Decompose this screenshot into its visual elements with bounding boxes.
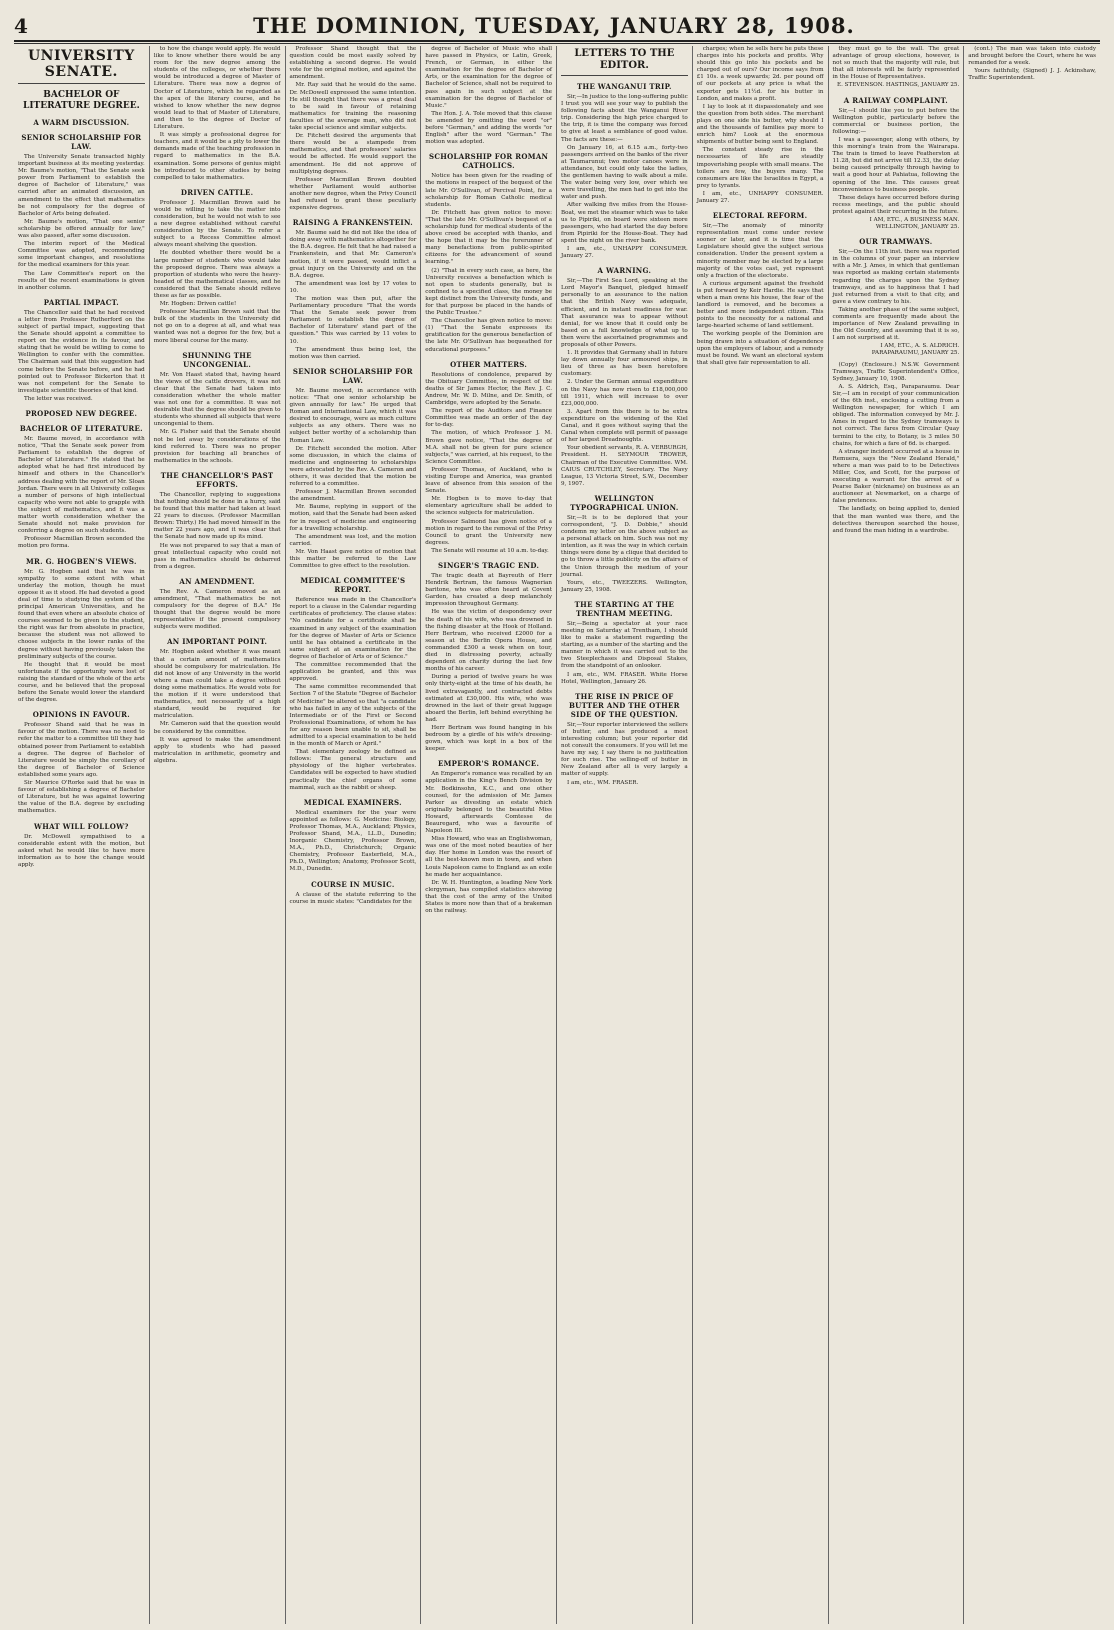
paragraph: The amendment thus being lost, the motion was then carried. — [289, 346, 417, 360]
paragraph: Professor Shand thought that the question could be most easily solved by establishing a second degree. He would vote for the original motion, and against the amendment. — [289, 46, 417, 81]
paragraph: Mr. Baume moved, in accordance with notice: "That one senior scholarship be given annually for law." He urged that Roman and International Law, which it was desired to encourage, were as much culture subjects as any others. There was no subject better worthy of a scholarship than Roman Law. — [289, 387, 417, 444]
masthead-rule — [14, 43, 1100, 44]
paragraph: Mr. Hogben asked whether it was meant that a certain amount of mathematics should be compulsory for matriculation. He did not know of any University in the world where a man could take a degree without doing some mathematics. He would vote for the motion if it were understood that mathematics, not necessarily of a high standard, would be required for matriculation. — [153, 649, 281, 720]
subheading: ELECTORAL REFORM. — [712, 211, 808, 221]
paragraph: The Chancellor said that he had received a letter from Professor Rutherford on the subject of partial impact, suggesting that the Senate should appoint a committee to report on the evidence in its favour, and stating that he would be willing to come to Wellington to confer with the committee. The Chairman said that this suggestion had come before the Senate before, and he had pointed out to Professor Bickerton that it was not competent for the Senate to investigate scientific theories of that kind. — [18, 309, 145, 394]
paragraph: Miss Howard, who was an Englishwoman, was one of the most noted beauties of her day. Her home in London was the resort of all the best-known men in town, and when Louis Napoleon came to England as an exile he made her acquaintance. — [425, 836, 552, 878]
paragraph: Mr. G. Hogben said that he was in sympathy to some extent with what underlay the motion, though he must oppose it as it stood. He had devoted a good deal of time to studying the system of the principal American Universities, and he found that even where an absolute choice of courses seemed to be given to the student, the right was far from absolute in practice, because the student was not allowed to choose subjects in the lower ranks of the degree without having previously taken the preliminary subjects of the course. — [18, 568, 145, 660]
column-1 — [14, 46, 150, 1624]
paragraph: I lay to look at it dispassionately and see the question from both sides. The merchant plays on one side his butter, why should I and the thousands of families pay more to enrich him? Look at the enormous shipments of butter being sent to England. — [696, 103, 824, 146]
paragraph: The motion, of which Professor J. M. Brown gave notice, "That the degree of M.A. shall not be given for pure science subjects," was carried, at his request, to the Science Committee. — [425, 430, 552, 465]
paragraph: That elementary zoology be defined as follows: The general structure and physiology of the higher vertebrates. Candidates will be expected to have studied practically the chief organs of some mammal, such as the rabbit or sheep. — [289, 749, 417, 791]
paragraph: 3. Apart from this there is to be extra expenditure on the widening of the Kiel Canal, and it goes without saying that the Canal when complete will permit of passage of her largest Dreadnoughts. — [561, 408, 688, 444]
headline: LETTERS TO THE EDITOR. — [561, 48, 688, 76]
paragraph: Your obedient servants, R. A. VERBURGH, President. H. SEYMOUR TROWER, Chairman of the Executive Committee. WM. CAIUS CRUTCHLEY, Secretary. The Navy League, 13 Victoria Street, S.W., December 9, 1907. — [561, 445, 688, 487]
subheading: A WARNING. — [597, 266, 652, 276]
headline: UNIVERSITY SENATE. — [18, 48, 145, 84]
newspaper-title: THE DOMINION, TUESDAY, JANUARY 28, 1908. — [253, 13, 855, 38]
paragraph: Mr. G. Fisher said that the Senate should not be led away by considerations of the kind referred to. There was no proper provision for teaching all branches of mathematics in the schools. — [153, 429, 281, 464]
paragraph: On January 16, at 6.15 a.m., forty-two passengers arrived on the banks of the river at Taumarunui; two motor canoes were in attendance, but could only take the ladies, the gentlemen having to walk about a mile. The water being very low, over which we were travelling, the men had to get into the water and push. — [561, 144, 688, 201]
paragraph: A curious argument against the freehold is put forward by Keir Hardie. He says that when a man owns his house, the fear of the landlord is removed, and he becomes a better and more independent citizen. This points to the necessity for a national and large-hearted scheme of land settlement. — [696, 280, 824, 330]
subheading: SHUNNING THE UNCONGENIAL. — [182, 350, 252, 369]
paragraph: Sir,—In justice to the long-suffering public I trust you will see your way to publish the following facts about the Wanganui River trip. Considering the high price charged to the trip, it is time the company was forced to give at least a semblance of good value. The facts are these:— — [561, 94, 688, 143]
paragraph: The amendment was lost, and the motion carried. — [289, 533, 417, 547]
subheading: AN AMENDMENT. — [179, 576, 255, 586]
paragraph: degree of Bachelor of Music who shall have passed in Physics, or Latin, Greek, French, or German, in either the examination for the degree of Bachelor of Arts, or the examination for the degree of Bachelor of Science, shall not be required to pass again in such subject at the examination for the degree of Bachelor of Music." — [425, 46, 552, 109]
signature-line: E. STEVENSON. HASTINGS, JANUARY 25. — [837, 82, 960, 89]
column-4 — [421, 46, 557, 1624]
paragraph: Mr. Baume, replying in support of the motion, said that the Senate had been asked for in respect of medicine and engineering for a travelling scholarship. — [289, 504, 417, 532]
subheading: THE RISE IN PRICE OF BUTTER AND THE OTHER SIDE OF THE QUESTION. — [568, 691, 680, 719]
paragraph: Professor J. Macmillan Brown said he would be willing to take the matter into consideration, but he would not wish to see a new degree established without careful consideration by the Senate. To refer a subject to a Recess Committee almost always meant shelving the question. — [153, 199, 281, 249]
paragraph: Professor Macmillan Brown seconded the motion pro forma. — [18, 536, 145, 550]
paragraph: Mr. Baume said he did not like the idea of doing away with mathematics altogether for the B.A. degree. He felt that he had raised a Frankenstein, and that Mr. Cameron's motion, if it were passed, would inflict a great injury on the University and on the B.A. degree. — [289, 230, 417, 279]
paragraph: A. S. Aldrich, Esq., Paraparaumu. Dear Sir,—I am in receipt of your communication of the 6th inst., enclosing a cutting from a Wellington newspaper, for which I am obliged. The information conveyed by Mr. J. Ames in regard to the Sydney tramways is not correct. The fares from Circular Quay termini to the city, to Botany, is 3 miles 50 chains, for which a fare of 6d. is charged. — [832, 383, 960, 447]
subheading: MEDICAL EXAMINERS. — [303, 797, 402, 807]
paragraph: Medical examiners for the year were appointed as follows: G. Medicine: Biology, Professor Thomas, M.A., Auckland; Physics, Professor Shand, M.A., LL.D., Dunedin; Inorganic Chemistry, Professor Brown, M.A., Ph.D., Christchurch; Organic Chemistry, Professor Easterfield, M.A., Ph.D., Wellington; Anatomy, Professor Scott, M.D., Dunedin. — [289, 809, 417, 873]
paragraph: After walking five miles from the House-Boat, we met the steamer which was to take us to Pipiriki, on board were sixteen more passengers, who had started the day before from Pipiriki for the House-Boat. They had spent the night on the river bank. — [561, 202, 688, 244]
subheading: THE CHANCELLOR'S PAST EFFORTS. — [160, 470, 274, 489]
column-6 — [693, 46, 829, 1624]
paragraph: they must go to the wall. The great advantage of group elections, however, is not so much that the majority will rule, but that all interests will be fairly represented in the House of Representatives. — [832, 46, 960, 81]
paragraph: I am, etc., UNHAPPY CONSUMER. January 27. — [696, 190, 824, 204]
subheading: DRIVEN CATTLE. — [180, 187, 254, 197]
paragraph: He doubted whether there would be a large number of students who would take the proposed degree. There was always a proportion of students who were the heavy-headed of the mathematical classes, and he considered that the Senate should relieve these as far as possible. — [153, 250, 281, 299]
subheading: MR. G. HOGBEN'S VIEWS. — [25, 556, 137, 566]
paragraph: The Rev. A. Cameron moved as an amendment, "That mathematics be not compulsory for the degree of B.A." He thought that the degree would be more representative if the present compulsory subjects were modified. — [153, 588, 281, 631]
paragraph: It was agreed to make the amendment apply to students who had passed matriculation in arithmetic, geometry and algebra. — [153, 736, 281, 764]
paragraph: to how the change would apply. He would like to know whether there would be any room for the new degree among the students of the colleges, or whether there would be introduced a degree of Master of Literature. There was now a degree of Doctor of Literature, which he regarded as the apex of the literary course, and he wished to know whether the new degree would lead to that of Master of Literature, and then to the degree of Doctor of Literature. — [153, 46, 281, 131]
paragraph: I was a passenger, along with others, by this morning's train from the Wairarapa. The train is timed to leave Featherston at 11.28, but did not arrive till 12.33, the delay being caused principally through having to wait a good hour at Pahiatua, following the opening of the line. This causes great inconvenience to business people. — [832, 136, 960, 193]
masthead — [14, 8, 1100, 42]
paragraph: Notice has been given for the reading of the motions in respect of the bequest of the late Mr. O'Sullivan, of Percival Point, for a scholarship for Roman Catholic medical students. — [425, 173, 552, 208]
paragraph: An Emperor's romance was recalled by an application in the King's Bench Division by Mr. Bodkinsohn, K.C., and one other counsel, for the admission of Mr. James Parker as divesting an estate which originally belonged to the beautiful Miss Howard, afterwards Comtesse de Beauregard, who was a favourite of Napoleon III. — [425, 771, 552, 835]
paragraph: Professor Macmillan Brown doubted whether Parliament would authorise another new degree, when the Privy Council had refused to grant these peculiarly expensive degrees. — [289, 176, 417, 212]
paragraph: Dr. Fitchett desired the arguments that there would be a stampede from mathematics, and that professors' salaries would be affected. He would support the amendment. He did not approve of multiplying degrees. — [289, 133, 417, 175]
subheading: THE WANGANUI TRIP. — [577, 82, 672, 91]
paragraph: The amendment was lost by 17 votes to 10. — [289, 280, 417, 294]
paragraph: The motion was then put, after the Parliamentary procedure "That the words 'That the Senate seek power from Parliament to establish the degree of Bachelor of Literature' stand part of the question." This was carried by 11 votes to 10. — [289, 296, 417, 345]
paragraph: Dr. McDowell sympathised to a considerable extent with the motion, but asked what he would like to have more information as to how the change would apply. — [18, 833, 145, 868]
column-2 — [150, 46, 286, 1624]
subheading: THE STARTING AT THE TRENTHAM MEETING. — [574, 599, 675, 618]
paragraph: Mr. Von Haast gave notice of motion that this matter be referred to the Law Committee to give effect to the resolution. — [289, 548, 417, 570]
subheading: A WARM DISCUSSION. — [33, 118, 130, 127]
subheading: SCHOLARSHIP FOR ROMAN CATHOLICS. — [428, 152, 549, 171]
subheading: SENIOR SCHOLARSHIP FOR LAW. — [21, 133, 142, 151]
paragraph: Professor Thomas, of Auckland, who is visiting Europe and America, was granted leave of absence from this session of the Senate. — [425, 466, 552, 495]
paragraph: The letter was received. — [24, 395, 93, 402]
column-5 — [557, 46, 693, 1624]
paragraph: Dr. Fitchett seconded the motion. After some discussion, in which the claims of medicine and engineering to scholarships were advocated by the Rev. A. Cameron and others, it was decided that the motion be referred to a committee. — [289, 445, 417, 488]
paragraph: He was the victim of despondency over the death of his wife, who was drowned in the fishing disaster at the Hook of Holland. Herr Bertram, who received £2000 for a season at the Berlin Opera House, and commanded £300 a week when on tour, died in distressing poverty, actually dependent on charity during the last few months of his career. — [425, 609, 552, 673]
subheading: OUR TRAMWAYS. — [859, 237, 933, 247]
paragraph: Dr. Fitchett has given notice to move: "That the late Mr. O'Sullivan's bequest of a scholarship fund for medical students of the above creed be accepted with thanks, and the hope that it may be the forerunner of many benefactions from public-spirited citizens for the advancement of sound learning." — [425, 209, 552, 266]
paragraph: A clause of the statute referring to the course in music states: "Candidates for the — [289, 891, 417, 905]
subheading: EMPEROR'S ROMANCE. — [437, 759, 540, 769]
paragraph: The Chancellor, replying to suggestions that nothing should be done in a hurry, said he found that this matter had taken at least 22 years to discuss. (Professor Macmillan Brown: Thirty.) He had moved himself in the matter 22 years ago, and it was clear that the Senate had now made up its mind. — [153, 491, 281, 541]
paragraph: Reference was made in the Chancellor's report to a clause in the Calendar regarding certificates of proficiency. The clause states: "No candidate for a certificate shall be examined in any subject of the examination for the degree of Master of Arts or Science until he has obtained a certificate in the same subject at an examination for the degree of Bachelor of Arts or of Science." — [289, 597, 417, 660]
paragraph: (2) "That in every such case, as here, the University receives a benefaction which is not open to students generally, but is confined to a specified class, the money be kept distinct from the University funds, and for that purpose be placed in the hands of the Public Trustee." — [425, 267, 552, 317]
paragraph: Mr. Baume's motion, "That one senior scholarship be offered annually for law," was also passed, after some discussion. — [18, 218, 145, 240]
paragraph: The constant steady rise in the necessaries of life are steadily impoverishing people with small means. The toilers are few, the buyers many. The consumers are like the Israelites in Egypt, a prey to tyrants. — [696, 147, 824, 189]
paragraph: Professor J. Macmillan Brown seconded the amendment. — [289, 489, 417, 503]
paragraph: Sir,—I should like you to put before the Wellington public, particularly before the commercial or business portion, the following:— — [832, 107, 960, 135]
headline: BACHELOR OF LITERATURE DEGREE. — [22, 90, 140, 111]
column-3 — [286, 46, 422, 1624]
subheading: A RAILWAY COMPLAINT. — [843, 95, 948, 105]
subheading: WELLINGTON TYPOGRAPHICAL UNION. — [570, 493, 679, 512]
paragraph: The same committee recommended that Section 7 of the Statute "Degree of Bachelor of Medicine" be altered so that "a candidate who has failed in any of the subjects of the Intermediate or of the First or Second Professional Examinations, of whom he has for any reason been unable to sit, shall be admitted to a special examination to be held in the month of March or April." — [289, 684, 417, 748]
paragraph: Mr. Cameron said that the question would be considered by the committee. — [153, 721, 281, 735]
paragraph: Sir,—The anomaly of minority representation must come under review sooner or later, and it is time that the Legislature should give the subject serious consideration. Under the present system a minority member may be elected by a large majority of the votes cast, yet represent only a fraction of the electorate. — [696, 223, 824, 279]
subheading: WHAT WILL FOLLOW? — [34, 821, 129, 831]
paragraph: The Chancellor has given notice to move: (1) "That the Senate expresses its gratification for the generous benefaction of the late Mr. O'Sullivan has bequeathed for educational purposes." — [425, 318, 552, 353]
paragraph: Professor Macmillan Brown said that the bulk of the students in the University did not go on to a degree at all, and what was wanted was not a degree for the few, but a more liberal course for the many. — [153, 309, 281, 344]
paragraph: During a period of twelve years he was only thirty-eight at the time of his death, he lived extravagantly, and contracted debts estimated at £30,000. His wife, who was drowned in the last of their great luggage aboard the Berlin, left behind everything he had. — [425, 674, 552, 723]
paragraph: Yours faithfully, (Signed) J. J. Ackinshaw, Traffic Superintendent. — [968, 68, 1096, 82]
paragraph: Sir,—The First Sea Lord, speaking at the Lord Mayor's Banquet, pledged himself personally to an assurance to the nation that the British Navy was adequate, efficient, and in instant readiness for war. That assurance was to appear without denial, for we know that it could only be based on a full knowledge of what up to then were the ascertained programmes and proposals of other Powers. — [561, 278, 688, 348]
subheading: MEDICAL COMMITTEE'S REPORT. — [300, 576, 406, 595]
paragraph: Sir,—On the 11th inst. there was reported in the columns of your paper an interview with a Mr. J. Ames, in which that gentleman was reported as making certain statements regarding the charges upon the Sydney tramways, and as to happiness that I had just returned from a visit to that city, and gave a view contrary to his. — [832, 249, 960, 305]
column-7 — [829, 46, 965, 1624]
paragraph: Mr. Von Haast stated that, having heard the views of the cattle drovers, it was not clear that the Senate had taken into consideration whether the whole matter was not one for a committee. It was not desirable that the degree should be given to students who shunned all subjects that were uncongenial to them. — [153, 371, 281, 428]
column-8 — [964, 46, 1100, 1624]
paragraph: The landlady, on being applied to, denied that the man wanted was there, and the detectives thereupon searched the house, and found the man hiding in a wardrobe. — [832, 506, 960, 534]
signature-line: I AM, ETC., A. S. ALDRICH. PARAPARAUMU, JANUARY 25. — [871, 343, 960, 357]
paragraph: He thought that it would be most unfortunate if the opportunity were lost of raising the standard of the whole of the arts course, and he believed that the proposal before the Senate would lower the standard of the degree. — [18, 661, 145, 704]
paragraph: Professor Salmond has given notice of a motion in regard to the removal of the Privy Council to grant the University new degrees. — [425, 518, 552, 546]
paragraph: Mr. Baume moved, in accordance with notice, "That the Senate seek power from Parliament to establish the degree of Bachelor of Literature." He stated that he adopted what he had first introduced by himself and others in the Chancellor's address dealing with the report of Mr. Sloan Jordan. There were in all University colleges a number of persons of high intellectual capacity who were not able to grapple with the subject of mathematics, and it was a matter worth consideration whether the Senate should not make provision for conferring a degree on such students. — [18, 436, 145, 535]
paragraph: Dr. W. H. Huntington, a leading New York clergyman, has compiled statistics showing that the cost of the army of the United States is more now than that of a brakeman on the railway. — [425, 879, 552, 915]
paragraph: Taking another phase of the same subject, comments are frequently made about the importance of New Zealand prevailing in the Old Country, and assuming that it is so, I am not surprised at it. — [832, 306, 960, 342]
paragraph: (cont.) The man was taken into custody and brought before the Court, where he was remanded for a week. — [968, 46, 1096, 67]
paragraph: Resolutions of condolence, prepared by the Obituary Committee, in respect of the deaths of Sir James Hector, the Rev. J. C. Andrew, Mr. W. D. Milne, and Dr. Smith, of Cambridge, were adopted by the Senate. — [425, 371, 552, 407]
subheading: AN IMPORTANT POINT. — [167, 637, 268, 647]
paragraph: These delays have occurred before during recess meetings, and the public should protest against their recurring in the future. — [832, 194, 960, 215]
subheading: SENIOR SCHOLARSHIP FOR LAW. — [292, 366, 413, 385]
paragraph: I am, etc., WM. FRASER. White Horse Hotel, Wellington, January 26. — [561, 671, 688, 685]
paragraph: I am, etc., UNHAPPY CONSUMER. January 27. — [561, 245, 688, 260]
paragraph: Mr. Hogben is to move to-day that elementary agriculture shall be added to the science subjects for matriculation. — [425, 496, 552, 517]
paragraph: The University Senate transacted highly important business at its meeting yesterday. Mr. Baume's motion, "That the Senate seek power from Parliament to establish the degree of Bachelor of Literature," was carried after an animated discussion, an amendment to the effect that mathematics be not compulsory for the degree of Bachelor of Arts being defeated. — [18, 154, 145, 217]
paragraph: The Senate will resume at 10 a.m. to-day. — [431, 547, 549, 554]
subheading: SINGER'S TRAGIC END. — [438, 561, 540, 570]
paragraph: Mr. Hogben: Driven cattle! — [159, 301, 237, 308]
paragraph: 2. Under the German annual expenditure on the Navy has now risen to £18,000,000 till 1911, which will increase to over £23,000,000. — [561, 379, 688, 407]
paragraph: Sir,—Your reporter interviewed the sellers of butter, and has produced a most interesting column; but your reporter did not consult the consumers. If you will let me have my say, I say there is no justification for such rise. The selling-off of butter in New Zealand after all is very largely a matter of supply. — [561, 721, 688, 778]
paragraph: It was simply a professional degree for teachers, and it would be a pity to lower the demands made of the teaching profession in regard to mathematics in the B.A. examination. Some persons of genius might be introduced to other studies by being compelled to take mathematics. — [153, 132, 281, 181]
paragraph: The interim report of the Medical Committee was adopted, recommending some important changes, and resolutions for the medical examiners for this year. — [18, 241, 145, 269]
paragraph: (Copy) (Enclosure.) N.S.W. Government Tramways, Traffic Superintendent's Office, Sydney, January 10, 1908. — [832, 361, 960, 382]
paragraph: The report of the Auditors and Finance Committee was made an order of the day for to-day. — [425, 408, 552, 429]
subheading: OPINIONS IN FAVOUR. — [32, 710, 131, 720]
subheading: PROPOSED NEW DEGREE. — [25, 409, 138, 418]
paragraph: The committee recommended that the application be granted, and this was approved. — [289, 662, 417, 683]
paragraph: The working people of the Dominion are being drawn into a situation of dependence upon the employers of labour, and a remedy must be found. We want an electoral system that shall give fair representation to all. — [696, 331, 824, 366]
paragraph: Sir,—Being a spectator at your race meeting on Saturday at Trentham, I should like to make a statement regarding the starting, as a number of the starting and the manner in which it was carried out to the two Steeplechases and Disposal Stakes, from the standpoint of an onlooker. — [561, 620, 688, 670]
paragraph: He was not prepared to say that a man of great intellectual capacity who could not pass in mathematics should be debarred from a degree. — [153, 542, 281, 570]
subheading: COURSE IN MUSIC. — [311, 879, 395, 889]
paragraph: Yours, etc., TWEEZERS. Wellington, January 25, 1908. — [561, 579, 688, 593]
paragraph: Mr. Ray said that he would do the same. Dr. McDowell expressed the same intention. He still thought that there was a great deal to be said in favour of retaining mathematics for training the reasoning faculties of the average man, who did not take special science and similar subjects. — [289, 82, 417, 132]
paragraph: 1. It provides that Germany shall in future lay down annually four armoured ships, in lieu of three as has been heretofore customary. — [561, 350, 688, 378]
paragraph: The tragic death at Bayreuth of Herr Hendrik Bertram, the famous Wagnerian baritone, who was often heard at Covent Garden, has created a deep melancholy impression throughout Germany. — [425, 573, 552, 608]
paragraph: The Law Committee's report on the results of the recent examinations is given in another column. — [18, 270, 145, 291]
subheading: BACHELOR OF LITERATURE. — [19, 424, 143, 433]
page-number: 4 — [14, 14, 28, 38]
paragraph: I am, etc., WM. FRASER. — [567, 779, 639, 786]
subheading: RAISING A FRANKENSTEIN. — [292, 218, 413, 228]
paragraph: Professor Shand said that he was in favour of the motion. There was no need to refer the matter to a committee till they had obtained power from Parliament to establish a degree. The degree of Bachelor of Literature would be simply the corollary of the degree of Bachelor of Science established some years ago. — [18, 722, 145, 778]
subheading: PARTIAL IMPACT. — [43, 297, 119, 307]
columns — [14, 46, 1100, 1624]
paragraph: A stranger incident occurred at a house in Remuera, says the "New Zealand Herald," where a man was paid to to be Detectives Miller, Cox, and Scott, for the purpose of executing a warrant for the arrest of a Pearse Baker (nickname) on business as an auctioneer at Newmarket, on a charge of false pretences. — [832, 448, 960, 505]
paragraph: The Hon. J. A. Tole moved that this clause be amended by omitting the word "or" before "German," and adding the words "or English" after the word "German." The motion was adopted. — [425, 110, 552, 146]
signature-line: I AM, ETC., A BUSINESS MAN. WELLINGTON, JANUARY 25. — [869, 216, 960, 231]
paragraph: Sir,—It is to be deplored that your correspondent, "J. D. Dobbie," should condemn my letter on the above subject as a personal attack on him. Such was not my intention, as it was the way in which certain things were done by a clique that decided to go to throw a little publicity on the affairs of the Union through the medium of your journal. — [561, 514, 688, 578]
paragraph: Herr Bertram was found hanging in his bedroom by a girdle of his wife's dressing-gown, which was kept in a box of the keeper. — [425, 724, 552, 753]
paragraph: Sir Maurice O'Rorke said that he was in favour of establishing a degree of Bachelor of Literature, but he was against lowering the value of the B.A. degree by excluding mathematics. — [18, 780, 145, 815]
paragraph: charges; when he sells here he puts these charges into his pockets and profits. Why should this go into his pockets and be charged out of ours? Our income says from £1 10s. a week upwards; 2d. per pound off of our pockets at any price is what the exporter gets 11½d. for his butter in London, and makes a profit. — [696, 46, 824, 102]
subheading: OTHER MATTERS. — [450, 359, 528, 369]
